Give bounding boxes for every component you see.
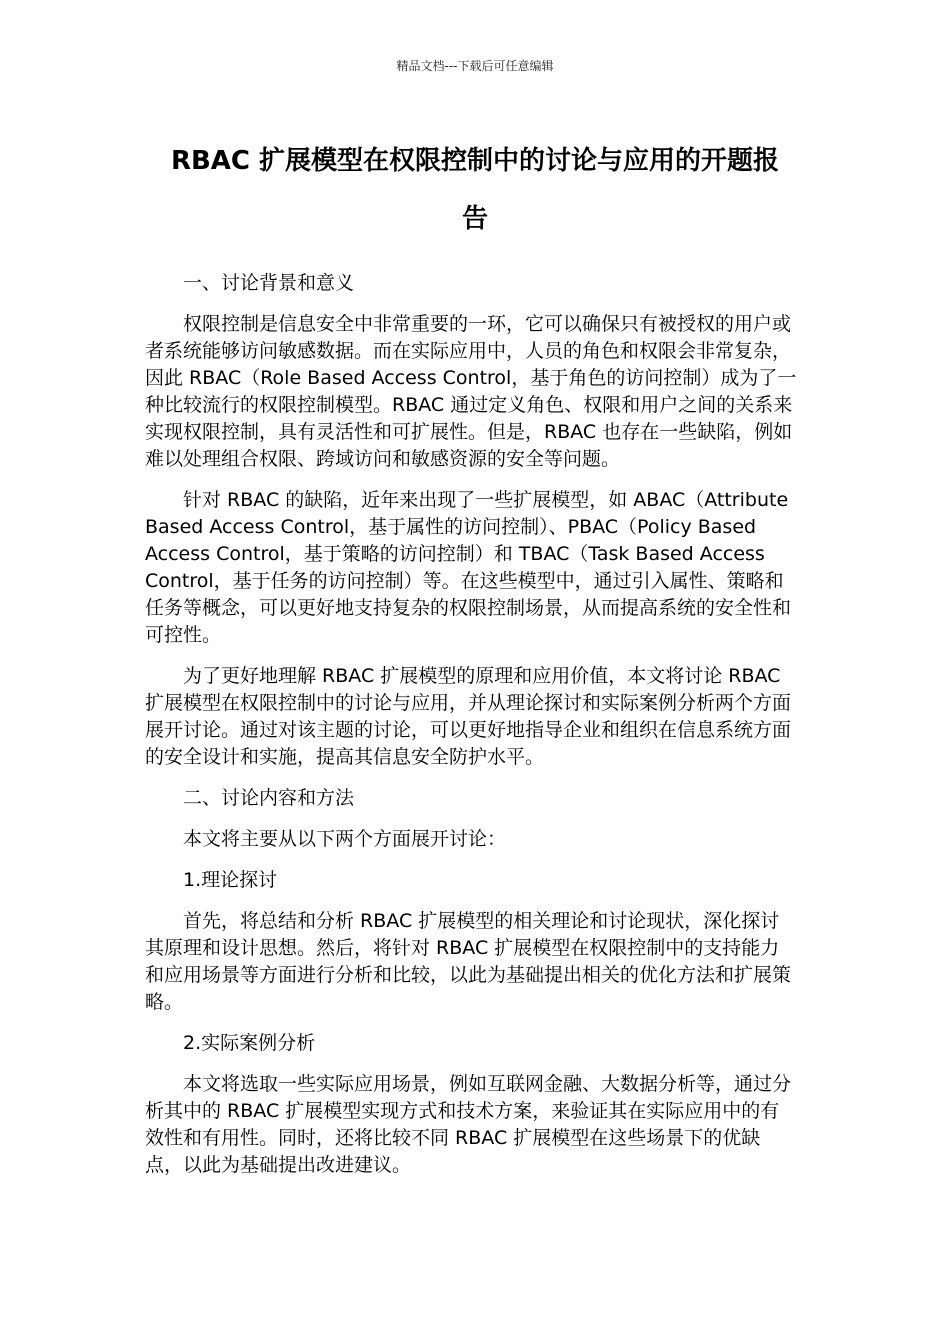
section-heading-background: 一、讨论背景和意义: [183, 272, 355, 294]
section-heading-content-method: 二、讨论内容和方法: [183, 787, 355, 809]
paragraph-background-3: 为了更好地理解 RBAC 扩展模型的原理和应用价值，本文将讨论 RBAC 扩展模型在权限控制中的讨论与应用，并从理论探讨和实际案例分析两个方面展开讨论。通过对该主题的讨论，可以更好地指导企业和组织在信息系统方面的安全设计和实施，提高其信息安全防护水平。: [145, 665, 792, 768]
paragraph-case-analysis: 本文将选取一些实际应用场景，例如互联网金融、大数据分析等，通过分析其中的 RBAC 扩展模型实现方式和技术方案，来验证其在实际应用中的有效性和有用性。同时，还将比较不同 RBAC 扩展模型在这些场景下的优缺点，以此为基础提出改进建议。: [145, 1073, 792, 1176]
subheading-theory: 1.理论探讨: [183, 869, 278, 891]
paragraph-theory: 首先，将总结和分析 RBAC 扩展模型的相关理论和讨论现状，深化探讨其原理和设计思想。然后，将针对 RBAC 扩展模型在权限控制中的支持能力和应用场景等方面进行分析和比较，以此为基础提出相关的优化方法和扩展策略。: [145, 910, 792, 1013]
paragraph-background-1: 权限控制是信息安全中非常重要的一环，它可以确保只有被授权的用户或者系统能够访问敏感数据。而在实际应用中，人员的角色和权限会非常复杂，因此 RBAC（Role Based Access Control，基于角色的访问控制）成为了一种比较流行的权限控制模型。RBAC 通过定义角色、权限和用户之间的关系来实现权限控制，具有灵活性和可扩展性。但是，RBAC 也存在一些缺陷，例如难以处理组合权限、跨域访问和敏感资源的安全等问题。: [145, 313, 797, 470]
document-body: [145, 270, 797, 1193]
subheading-case-analysis: 2.实际案例分析: [183, 1032, 316, 1054]
paragraph-background-2: 针对 RBAC 的缺陷，近年来出现了一些扩展模型，如 ABAC（Attribute Based Access Control，基于属性的访问控制）、PBAC（Policy Based Access Control，基于策略的访问控制）和 TBAC（Task Based Access Control，基于任务的访问控制）等。在这些模型中，通过引入属性、策略和任务等概念，可以更好地支持复杂的权限控制场景，从而提高系统的安全性和可控性。: [145, 489, 792, 646]
header-note: 精品文档---下载后可任意编辑: [396, 59, 554, 73]
document-title-line-1: RBAC 扩展模型在权限控制中的讨论与应用的开题报: [170, 146, 780, 176]
paragraph-content-intro: 本文将主要从以下两个方面展开讨论：: [183, 828, 507, 850]
document-title-line-2: 告: [461, 204, 488, 234]
document-title: [130, 132, 820, 248]
